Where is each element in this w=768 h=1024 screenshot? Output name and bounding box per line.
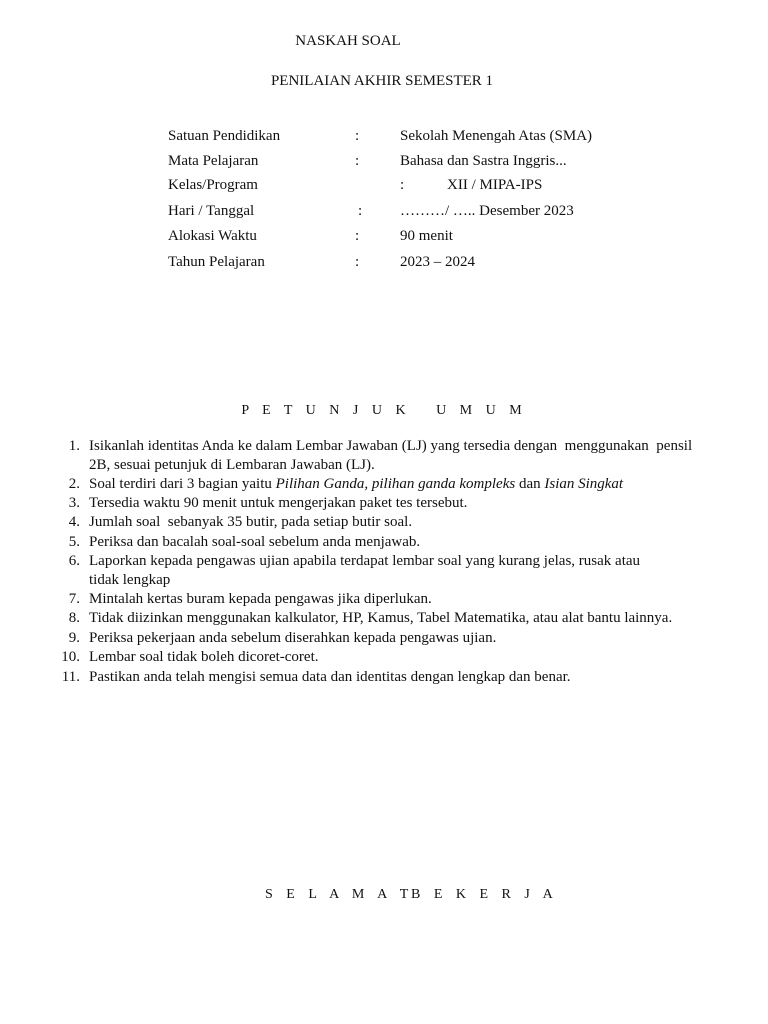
closing-word-bekerja: B E K E R J A [411,887,558,902]
identity-colon: : [400,177,405,193]
document-subtitle: PENILAIAN AKHIR SEMESTER 1 [270,73,494,89]
identity-value: Sekolah Menengah Atas (SMA) [400,128,593,144]
identity-label: Alokasi Waktu [168,228,257,244]
list-item-number: 4. [68,514,80,530]
list-item-text: Pastikan anda telah mengisi semua data dan identitas dengan lengkap dan benar. [89,669,571,685]
list-item-number: 8. [68,610,80,626]
list-item-number: 2. [68,476,80,492]
list-item-text-plain: Soal terdiri dari 3 bagian yaitu [89,476,276,492]
list-item-number: 6. [68,553,80,569]
list-item-number: 10. [61,649,80,665]
list-item-text: Laporkan kepada pengawas ujian apabila terdapat lembar soal yang kurang jelas, rusak atau [89,553,641,569]
list-item-text [89,475,623,493]
list-item-number: 7. [68,591,80,607]
identity-label: Hari / Tanggal [168,203,255,219]
list-item-text-plain: dan [515,476,545,492]
identity-value: Bahasa dan Sastra Inggris... [400,153,567,169]
closing-word-selamat: S E L A M A T [265,887,414,902]
list-item-number: 3. [68,495,80,511]
list-item-number: 5. [68,534,80,550]
identity-value: 90 menit [400,228,453,244]
identity-colon: : [355,254,360,270]
list-item-text-continued: 2B, sesuai petunjuk di Lembaran Jawaban (LJ). [89,457,375,473]
list-item-number: 1. [68,438,80,454]
identity-colon: : [355,128,360,144]
list-item-text-continued: tidak lengkap [89,572,171,588]
list-item-text: Mintalah kertas buram kepada pengawas jika diperlukan. [89,591,432,607]
identity-label: Kelas/Program [168,177,258,193]
list-item-number: 9. [68,630,80,646]
list-item-text: Tidak diizinkan menggunakan kalkulator, HP, Kamus, Tabel Matematika, atau alat bantu lainnya. [89,610,673,626]
identity-colon: : [355,153,360,169]
identity-value: ………/ ….. Desember 2023 [400,203,574,219]
identity-colon: : [355,228,360,244]
identity-label: Satuan Pendidikan [168,128,281,144]
identity-label: Mata Pelajaran [168,153,259,169]
list-item-text: Jumlah soal sebanyak 35 butir, pada setiap butir soal. [89,514,413,530]
list-item-text: Isikanlah identitas Anda ke dalam Lembar Jawaban (LJ) yang tersedia dengan menggunakan pensil [89,438,693,454]
identity-value: 2023 – 2024 [400,254,475,270]
identity-label: Tahun Pelajaran [168,254,265,270]
list-item-text-italic: Pilihan Ganda, pilihan ganda kompleks [275,476,516,492]
identity-colon: : [358,203,363,219]
list-item-text-italic: Isian Singkat [544,476,624,492]
document-title: NASKAH SOAL [295,33,401,49]
instructions-heading: P E T U N J U K U M U M [241,403,527,418]
list-item-text: Periksa pekerjaan anda sebelum diserahkan kepada pengawas ujian. [89,630,497,646]
list-item-number: 11. [61,669,80,685]
list-item-text: Periksa dan bacalah soal-soal sebelum anda menjawab. [89,534,421,550]
list-item-text: Tersedia waktu 90 menit untuk mengerjakan paket tes tersebut. [89,495,468,511]
list-item-text: Lembar soal tidak boleh dicoret-coret. [89,649,319,665]
identity-value: XII / MIPA-IPS [447,177,543,193]
